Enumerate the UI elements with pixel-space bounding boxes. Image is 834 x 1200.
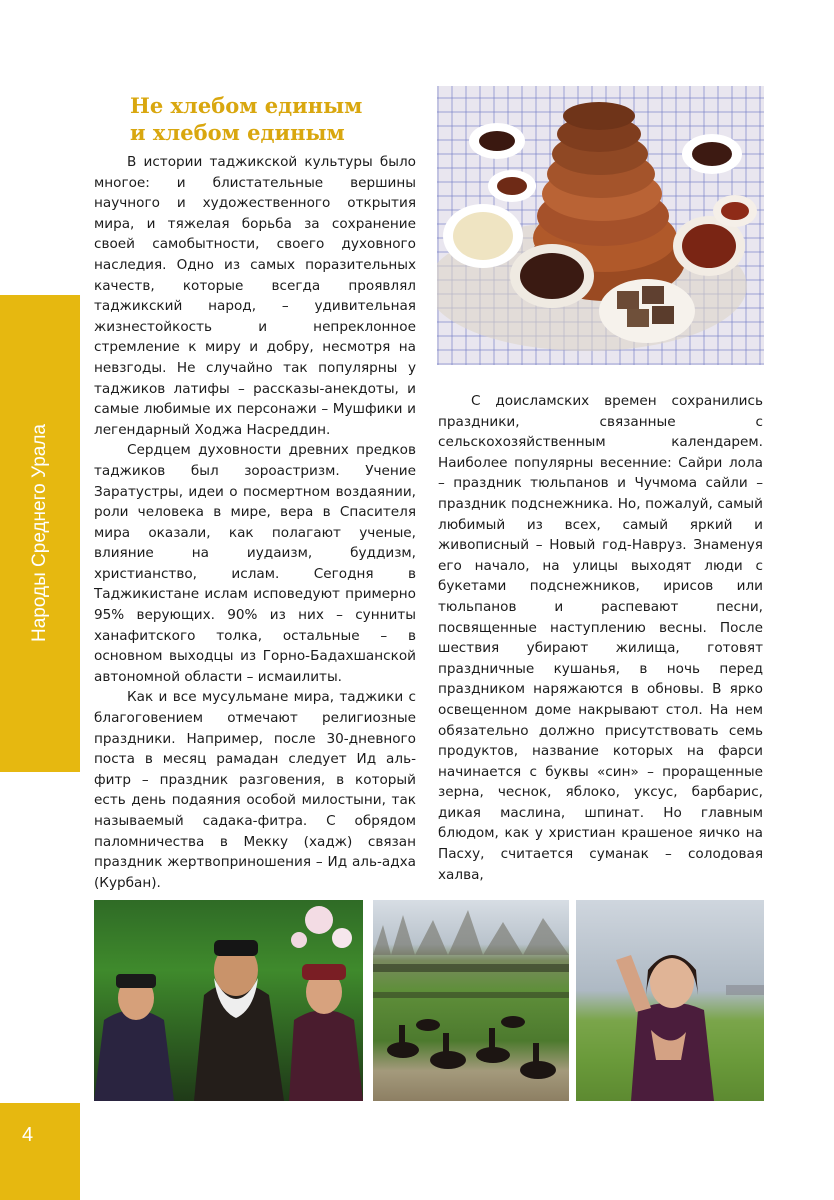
- paragraph: С доисламских времен сохранились праздники, связанные с сельскохозяйственным календарем. Наиболее популярны весенние: Сайри лола – праздник тюльпанов и Чучмома сайли – праздник подснежника. Но, пожалуй, самый любимый из всех, самый яркий и живописный – Новый год-Навруз. Знаменуя его начало, на улицы выходят люди с букетами подснежников, ирисов или тюльпанов и распевают песни, посвященные наступлению весны. После шествия убирают жилища, готовят праздничные кушанья, в ночь перед праздником наряжаются в обновы. В ярко освещенном доме накрывают стол. На нем обязательно должно присутствовать семь продуктов, название которых на фарси начинается с буквы «син» – проращенные зерна, чеснок, яблоко, уксус, барбарис, дикая маслина, шпинат. Но главным блюдом, как у христиан крашеное яичко на Пасху, считается суманак – солодовая халва,: [438, 393, 763, 883]
- photo-horse-riders: [373, 900, 569, 1101]
- article-title: [130, 92, 420, 146]
- page-number: 4: [22, 1124, 34, 1146]
- page-number-block: [0, 1103, 80, 1200]
- sidebar-section-title: Народы Среднего Урала: [29, 424, 50, 642]
- right-text-column: [438, 391, 763, 885]
- article-title-line2: и хлебом единым: [130, 120, 345, 145]
- left-text-column: [94, 152, 416, 893]
- paragraph: Как и все мусульмане мира, таджики с благоговением отмечают религиозные праздники. Например, после 30-дневного поста в месяц рамадан следует Ид аль-фитр – праздник разговения, в который есть день подаяния особой милостыни, так называемый садака-фитра. С обрядом паломничества в Мекку (хадж) связан праздник жертвоприношения – Ид аль-адха (Курбан).: [94, 689, 416, 891]
- photo-festive-table: [437, 86, 764, 365]
- photo-girl-in-field: [576, 900, 764, 1101]
- paragraph: В истории таджикской культуры было многое: и блистательные вершины научного и художественного открытия мира, и тяжелая борьба за сохранение своей самобытности, своего духовного наследия. Одно из самых поразительных качеств, которые всегда проявлял таджикский народ, – удивительная жизнестойкость и непреклонное стремление к миру и добру, несмотря на невзгоды. Не случайно так популярны у таджиков латифы – рассказы-анекдоты, и самые любимые их персонажи – Мушфики и легендарный Ходжа Насреддин.: [94, 154, 416, 438]
- photo-elder-with-children: [94, 900, 363, 1101]
- paragraph: Сердцем духовности древних предков таджиков был зороастризм. Учение Заратустры, идеи о посмертном воздаянии, роли человека в мире, вера в Спасителя мира оказали, как полагают ученые, влияние на иудаизм, буддизм, христианство, ислам. Сегодня в Таджикистане ислам исповедуют примерно 95% верующих. 90% из них – сунниты ханафитского толка, остальные – в основном выходцы из Горно-Бадахшанской автономной области – исмаилиты.: [94, 442, 416, 685]
- article-title-line1: Не хлебом единым: [130, 93, 363, 118]
